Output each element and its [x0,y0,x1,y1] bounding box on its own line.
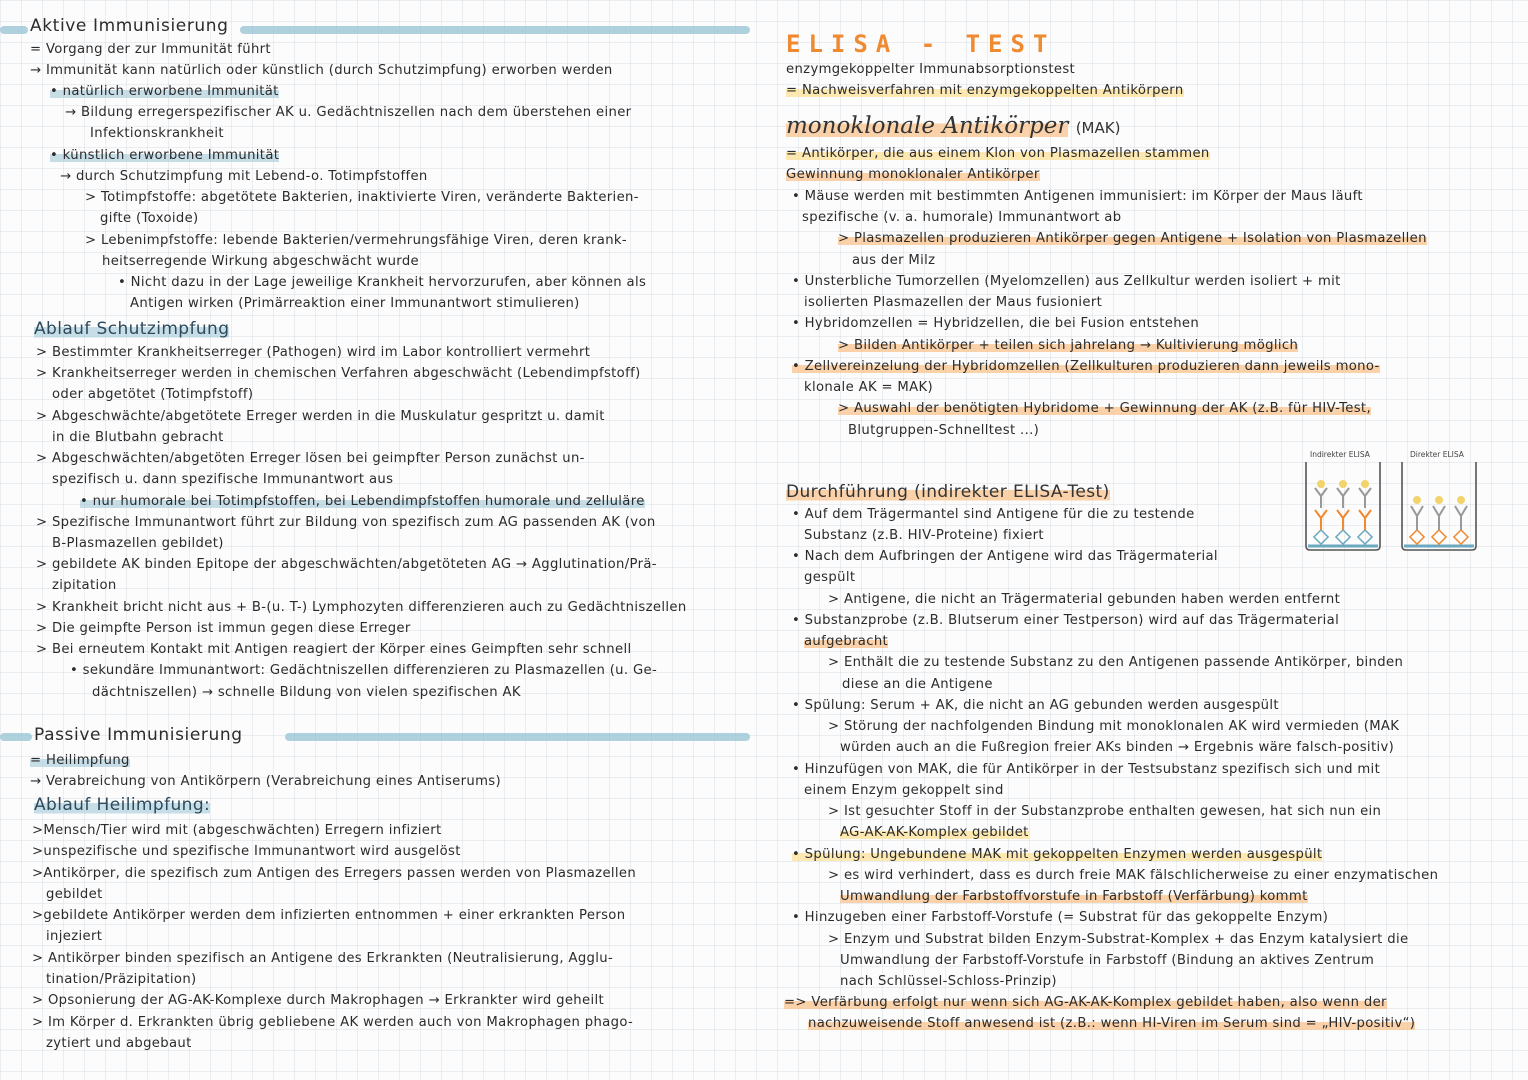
heading-durchfuehrung: Durchführung (indirekter ELISA-Test) [786,482,1110,502]
note-line: > Die geimpfte Person ist immun gegen diese Erreger [36,621,411,636]
note-line: Umwandlung der Farbstoffvorstufe in Farbstoff (Verfärbung) kommt [840,889,1308,904]
note-line: Infektionskrankheit [90,126,224,141]
note-line: > Enthält die zu testende Substanz zu den Antigenen passende Antikörper, binden [828,655,1404,670]
note-line: > Bilden Antikörper + teilen sich jahrelang → Kultivierung möglich [838,338,1299,353]
note-line: gebildet [46,887,103,902]
note-line: AG-AK-AK-Komplex gebildet [840,825,1029,840]
note-line: > Krankheit bricht nicht aus + B-(u. T-) Lymphozyten differenzieren auch zu Gedächtniszellen [36,600,687,615]
note-line: • Auf dem Trägermantel sind Antigene für die zu testende [792,507,1195,522]
note-line: B-Plasmazellen gebildet) [52,536,224,551]
antibody-direct-3 [1454,496,1468,544]
note-line: gifte (Toxoide) [100,211,199,226]
note-line: • Zellvereinzelung der Hybridomzellen (Zellkulturen produzieren dann jeweils mono- [792,359,1380,374]
note-line: > Totimpfstoffe: abgetötete Bakterien, inaktivierte Viren, veränderte Bakterien- [85,190,639,205]
note-line: spezifisch u. dann spezifische Immunantwort aus [52,472,394,487]
elisa-title: ELISA - TEST [786,30,1056,58]
label-indirekter-elisa: Indirekter ELISA [1310,450,1370,459]
note-line: nach Schlüssel-Schloss-Prinzip) [840,974,1057,989]
note-line: • künstlich erworbene Immunität [50,148,280,163]
note-line: > Opsonierung der AG-AK-Komplexe durch Makrophagen → Erkrankter wird geheilt [32,993,604,1008]
note-line: > Antikörper binden spezifisch an Antigene des Erkrankten (Neutralisierung, Agglu- [32,951,614,966]
antibody-stack-1 [1314,480,1328,544]
note-line: > Plasmazellen produzieren Antikörper gegen Antigene + Isolation von Plasmazellen [838,231,1427,246]
note-line: > gebildete AK binden Epitope der abgeschwächten/abgetöteten AG → Agglutination/Prä- [36,557,657,572]
note-line: oder abgetötet (Totimpfstoff) [52,387,254,402]
note-line: dächtniszellen) → schnelle Bildung von vielen spezifischen AK [92,685,521,700]
note-line: nachzuweisende Stoff anwesend ist (z.B.: wenn HI-Viren im Serum sind = „HIV-positiv“) [808,1016,1416,1031]
note-line: würden auch an die Fußregion freier AKs binden → Ergebnis wäre falsch-positiv) [840,740,1395,755]
note-line: > Bei erneutem Kontakt mit Antigen reagiert der Körper eines Geimpften sehr schnell [36,642,632,657]
note-line: → Bildung erregerspezifischer AK u. Gedächtniszellen nach dem überstehen einer [65,105,632,120]
header-bar-passive [0,733,32,741]
note-line: • Spülung: Serum + AK, die nicht an AG gebunden werden ausgespült [792,698,1279,713]
note-line: > Bestimmter Krankheitserreger (Pathogen) wird im Labor kontrolliert vermehrt [36,345,591,360]
note-line: Blutgruppen-Schnelltest ...) [848,423,1040,438]
note-line: > Antigene, die nicht an Trägermaterial gebunden haben werden entfernt [828,592,1341,607]
note-line: Antigen wirken (Primärreaktion einer Immunantwort stimulieren) [130,296,580,311]
note-line: Umwandlung der Farbstoff-Vorstufe in Farbstoff (Bindung an aktives Zentrum [840,953,1375,968]
elisa-wells-svg [1300,448,1490,558]
note-line: • Hinzugeben einer Farbstoff-Vorstufe (= Substrat für das gekoppelte Enzym) [792,910,1329,925]
note-line: = Heilimpfung [30,753,130,768]
note-line: → Immunität kann natürlich oder künstlich (durch Schutzimpfung) erworben werden [30,63,613,78]
note-line: => Verfärbung erfolgt nur wenn sich AG-AK-AK-Komplex gebildet haben, also wenn der [784,995,1387,1010]
note-line: > Lebenimpfstoffe: lebende Bakterien/vermehrungsfähige Viren, deren krank- [85,233,628,248]
note-line: • Unsterbliche Tumorzellen (Myelomzellen) aus Zellkultur werden isoliert + mit [792,274,1341,289]
note-line: • natürlich erworbene Immunität [50,84,279,99]
note-line: • Hinzufügen von MAK, die für Antikörper in der Testsubstanz spezifisch sich und mit [792,762,1381,777]
note-line: • Mäuse werden mit bestimmten Antigenen immunisiert: im Körper der Maus läuft [792,189,1363,204]
note-line: → Verabreichung von Antikörpern (Verabreichung eines Antiserums) [30,774,502,789]
note-line: diese an die Antigene [842,677,993,692]
mak-abbr: (MAK) [1075,119,1121,137]
heading-passive-immunisierung: Passive Immunisierung [34,725,243,745]
note-line: • Nicht dazu in der Lage jeweilige Krankheit hervorzurufen, aber können als [118,275,647,290]
note-line: injeziert [46,929,103,944]
antibody-stack-2 [1336,480,1350,544]
note-line: > Enzym und Substrat bilden Enzym-Substrat-Komplex + das Enzym katalysiert die [828,932,1409,947]
note-line: tination/Präzipitation) [46,972,197,987]
antibody-stack-3 [1358,480,1372,544]
note-line: >unspezifische und spezifische Immunantwort wird ausgelöst [32,844,461,859]
header-bar-aktive [0,26,28,34]
note-line: >Antikörper, die spezifisch zum Antigen des Erregers passen werden von Plasmazellen [32,866,637,881]
note-line: > Spezifische Immunantwort führt zur Bildung von spezifisch zum AG passenden AK (von [36,515,656,530]
well-direct [1402,462,1476,550]
note-line: = Nachweisverfahren mit enzymgekoppelten Antikörpern [786,83,1184,98]
antibody-direct-1 [1410,496,1424,544]
note-line: Substanz (z.B. HIV-Proteine) fixiert [804,528,1044,543]
note-line: > Abgeschwächten/abgetöten Erreger lösen bei geimpfter Person zunächst un- [36,451,585,466]
note-line: zytiert und abgebaut [46,1036,192,1051]
label-direkter-elisa: Direkter ELISA [1410,450,1464,459]
note-line: aufgebracht [804,634,889,649]
note-line: klonale AK = MAK) [804,380,934,395]
note-line: Gewinnung monoklonaler Antikörper [786,167,1040,182]
note-line: in die Blutbahn gebracht [52,430,224,445]
note-line: > Ist gesuchter Stoff in der Substanzprobe enthalten gewesen, hat sich nun ein [828,804,1382,819]
note-line: spezifische (v. a. humorale) Immunantwort ab [802,210,1122,225]
mak-title [786,113,1120,139]
antibody-direct-2 [1432,496,1446,544]
note-line: = Antikörper, die aus einem Klon von Plasmazellen stammen [786,146,1210,161]
note-line: enzymgekoppelter Immunabsorptionstest [786,62,1076,77]
note-line: • Spülung: Ungebundene MAK mit gekoppelten Enzymen werden ausgespült [792,847,1323,862]
elisa-diagram [1300,448,1490,558]
note-line: > Störung der nachfolgenden Bindung mit monoklonalen AK wird vermieden (MAK [828,719,1400,734]
note-line: zipitation [52,578,117,593]
note-line: > Auswahl der benötigten Hybridome + Gewinnung der AK (z.B. für HIV-Test, [838,401,1371,416]
heading-ablauf-heilimpfung: Ablauf Heilimpfung: [34,795,211,815]
note-line: > es wird verhindert, dass es durch freie MAK fälschlicherweise zu einer enzymatischen [828,868,1439,883]
note-line: • sekundäre Immunantwort: Gedächtniszellen differenzieren zu Plasmazellen (u. Ge- [70,663,658,678]
note-line: isolierten Plasmazellen der Maus fusioniert [804,295,1103,310]
note-line: > Im Körper d. Erkrankten übrig gebliebene AK werden auch von Makrophagen phago- [32,1015,634,1030]
note-line: aus der Milz [852,253,936,268]
heading-aktive-immunisierung: Aktive Immunisierung [30,16,229,36]
note-line: >gebildete Antikörper werden dem infizierten entnommen + einer erkrankten Person [32,908,626,923]
note-line: gespült [804,570,856,585]
heading-ablauf-schutzimpfung: Ablauf Schutzimpfung [34,319,230,339]
note-line: heitserregende Wirkung abgeschwächt wurde [102,254,420,269]
note-line: >Mensch/Tier wird mit (abgeschwächten) Erregern infiziert [32,823,442,838]
note-line: > Krankheitserreger werden in chemischen Verfahren abgeschwächt (Lebendimpfstoff) [36,366,641,381]
note-line: > Abgeschwächte/abgetötete Erreger werden in die Muskulatur gespritzt u. damit [36,409,605,424]
note-line: • Substanzprobe (z.B. Blutserum einer Testperson) wird auf das Trägermaterial [792,613,1340,628]
note-line: • Hybridomzellen = Hybridzellen, die bei Fusion entstehen [792,316,1200,331]
note-line: • Nach dem Aufbringen der Antigene wird das Trägermaterial [792,549,1218,564]
note-line: • nur humorale bei Totimpfstoffen, bei Lebendimpfstoffen humorale und zelluläre [80,494,645,509]
mak-title-text: monoklonale Antikörper [786,113,1069,139]
note-line: = Vorgang der zur Immunität führt [30,42,271,57]
note-line: einem Enzym gekoppelt sind [804,783,1004,798]
note-line: → durch Schutzimpfung mit Lebend-o. Totimpfstoffen [60,169,428,184]
